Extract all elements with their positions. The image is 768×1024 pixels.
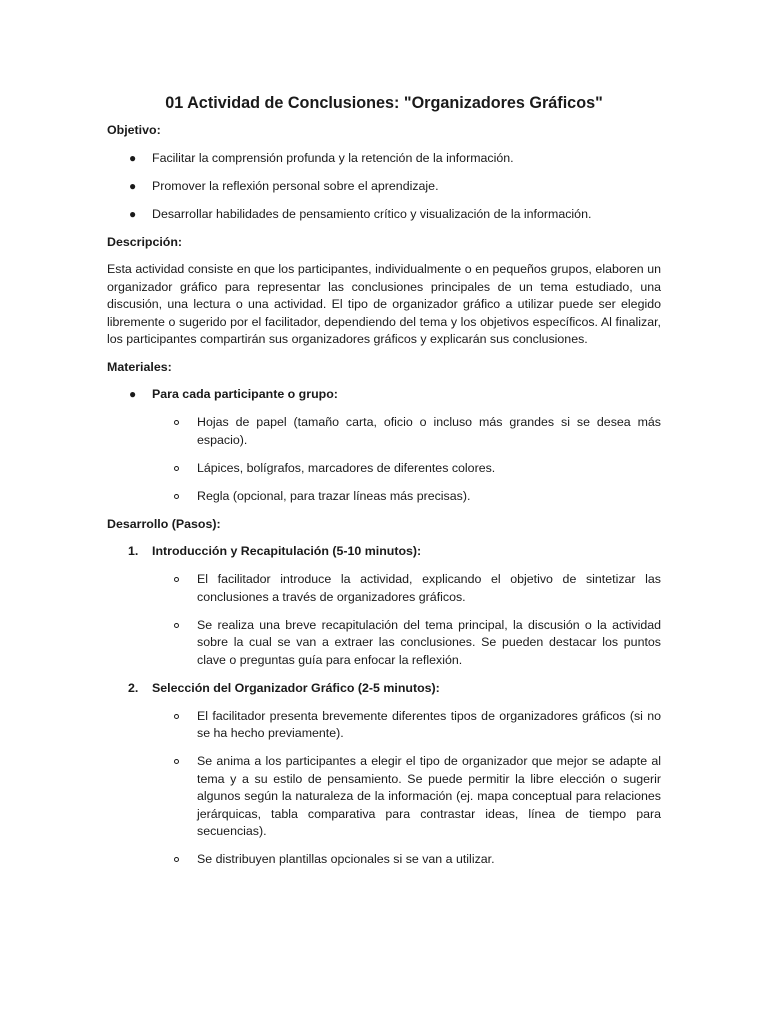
materials-group-item bbox=[107, 386, 661, 404]
step-1-sublist bbox=[107, 571, 661, 669]
development-heading: Desarrollo (Pasos): bbox=[107, 516, 221, 531]
circle-bullet-icon bbox=[174, 494, 179, 499]
list-item bbox=[107, 206, 661, 224]
step-2-sublist bbox=[107, 708, 661, 869]
development-steps bbox=[107, 543, 661, 561]
circle-bullet-icon bbox=[174, 714, 179, 719]
list-item bbox=[107, 708, 661, 743]
material-item: Regla (opcional, para trazar líneas más precisas). bbox=[197, 488, 471, 503]
bullet-icon: ● bbox=[129, 150, 137, 165]
step-item bbox=[107, 680, 661, 698]
bullet-icon: ● bbox=[129, 178, 137, 193]
step-detail: El facilitador presenta brevemente diferentes tipos de organizadores gráficos (si no se ha hecho previamente). bbox=[197, 708, 661, 740]
material-item: Hojas de papel (tamaño carta, oficio o incluso más grandes si se desea más espacio). bbox=[197, 415, 661, 447]
list-item bbox=[107, 178, 661, 196]
materials-group-label: Para cada participante o grupo: bbox=[152, 387, 338, 401]
list-item bbox=[107, 617, 661, 670]
objective-heading: Objetivo: bbox=[107, 123, 161, 137]
step-label: Selección del Organizador Gráfico (2-5 minutos): bbox=[152, 680, 440, 695]
step-number: 2. bbox=[128, 680, 139, 695]
materials-sublist bbox=[107, 414, 661, 505]
objective-list bbox=[107, 150, 661, 224]
list-item bbox=[107, 571, 661, 606]
list-item bbox=[107, 488, 661, 506]
materials-heading: Materiales: bbox=[107, 359, 172, 374]
materials-list bbox=[107, 386, 661, 404]
development-steps-cont bbox=[107, 680, 661, 698]
step-number: 1. bbox=[128, 544, 139, 558]
circle-bullet-icon bbox=[174, 759, 179, 764]
list-item bbox=[107, 460, 661, 478]
bullet-icon: ● bbox=[129, 206, 137, 221]
objective-item: Promover la reflexión personal sobre el aprendizaje. bbox=[152, 178, 439, 193]
step-label: Introducción y Recapitulación (5-10 minutos): bbox=[152, 544, 422, 558]
step-detail: Se distribuyen plantillas opcionales si se van a utilizar. bbox=[197, 852, 495, 866]
circle-bullet-icon bbox=[174, 466, 179, 471]
description-text: Esta actividad consiste en que los participantes, individualmente o en pequeños grupos, elaboren un organizador gráfico para representar las conclusiones principales de un tema estudiado, una discusión, una lectura o una actividad. El tipo de organizador gráfico a utilizar puede ser elegido libremente o sugerido por el facilitador, dependiendo del tema y los objetivos específicos. Al finalizar, los participantes compartirán sus organizadores gráficos y explicarán sus conclusiones. bbox=[107, 262, 661, 346]
circle-bullet-icon bbox=[174, 857, 179, 862]
step-detail: Se anima a los participantes a elegir el tipo de organizador que mejor se adapte al tema y a su estilo de pensamiento. Se puede permitir la libre elección o sugerir algunos según la naturaleza de la información (ej. mapa conceptual para relaciones jerárquicas, tabla comparativa para contrastar ideas, línea de tiempo para secuencias). bbox=[197, 754, 661, 838]
document-title: 01 Actividad de Conclusiones: "Organizadores Gráficos" bbox=[165, 94, 603, 112]
objective-item: Desarrollar habilidades de pensamiento crítico y visualización de la información. bbox=[152, 206, 592, 221]
step-item bbox=[107, 543, 661, 561]
list-item bbox=[107, 753, 661, 841]
circle-bullet-icon bbox=[174, 577, 179, 582]
bullet-icon: ● bbox=[129, 387, 137, 401]
step-detail: Se realiza una breve recapitulación del tema principal, la discusión o la actividad sobre la cual se van a extraer las conclusiones. Se pueden destacar los puntos clave o preguntas guía para enfocar la reflexión. bbox=[197, 617, 661, 667]
material-item: Lápices, bolígrafos, marcadores de diferentes colores. bbox=[197, 460, 496, 475]
step-detail: El facilitador introduce la actividad, explicando el objetivo de sintetizar las conclusiones a través de organizadores gráficos. bbox=[197, 572, 661, 604]
circle-bullet-icon bbox=[174, 420, 179, 425]
list-item bbox=[107, 414, 661, 449]
objective-item: Facilitar la comprensión profunda y la retención de la información. bbox=[152, 150, 514, 165]
list-item bbox=[107, 851, 661, 869]
description-heading: Descripción: bbox=[107, 234, 183, 249]
document-page bbox=[107, 92, 661, 879]
circle-bullet-icon bbox=[174, 623, 179, 628]
list-item bbox=[107, 150, 661, 168]
